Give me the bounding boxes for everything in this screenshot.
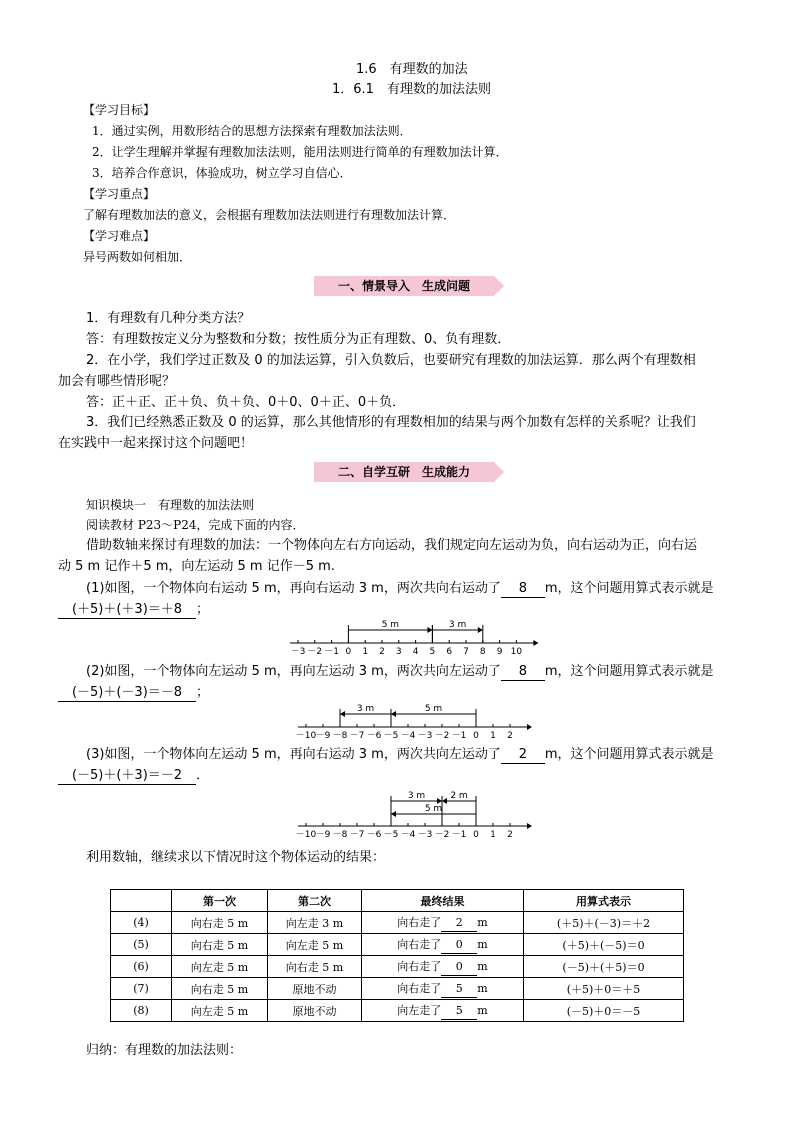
- result-unit: m: [477, 937, 488, 951]
- table-row: [111, 934, 684, 956]
- tick-label: 2: [507, 731, 513, 741]
- segment-label: 3 m: [448, 620, 467, 630]
- row-id: (4): [111, 912, 172, 934]
- tick-label: －6: [366, 731, 382, 741]
- row-id: (7): [111, 978, 172, 1000]
- question-1-expression: [58, 600, 209, 620]
- arrow-head: [527, 823, 532, 829]
- result-label: 向右走了: [397, 937, 442, 951]
- result-label: 向右走了: [397, 915, 442, 929]
- row-id: (8): [111, 1000, 172, 1022]
- number-line-3: [292, 788, 542, 838]
- paragraph-line: 2．在小学，我们学过正数及 0 的加法运算，引入负数后，也要研究有理数的加法运算．那么两个有理数相: [86, 353, 696, 368]
- segment-label: 5 m: [424, 704, 443, 714]
- tick-label: －7: [349, 731, 365, 741]
- tick-label: －3: [417, 731, 433, 741]
- module-title: 知识模块一 有理数的加法法则: [86, 498, 255, 512]
- result-unit: m: [477, 981, 488, 995]
- paragraph-line: 3．我们已经熟悉正数及 0 的运算，那么其他情形的有理数相加的结果与两个加数有怎样的关系呢？让我们: [86, 415, 696, 430]
- section-banner-label: 二、自学互研 生成能力: [337, 465, 470, 479]
- result-unit: m: [477, 1003, 488, 1017]
- segment-label: 5 m: [424, 804, 443, 814]
- question-text: m，这个问题用算式表示就是: [544, 664, 714, 679]
- paragraph-line: 动 5 m 记作＋5 m，向左运动 5 m 记作－5 m.: [58, 559, 335, 574]
- expression: (＋5)＋(－3)＝＋2: [524, 912, 684, 934]
- tick-label: －10: [295, 830, 317, 838]
- section-banner-label: 一、情景导入 生成问题: [337, 279, 470, 293]
- arrow-head: [527, 724, 532, 730]
- table-header: 第二次: [268, 890, 362, 912]
- result-value: 0: [441, 959, 477, 976]
- tick-label: 1: [490, 830, 496, 838]
- tick-label: －2: [434, 731, 450, 741]
- paragraph-line: 加会有哪些情形呢？: [58, 374, 176, 389]
- arrow-head: [427, 627, 432, 633]
- first-move: 向右走 5 m: [172, 912, 268, 934]
- second-move: 原地不动: [268, 1000, 362, 1022]
- tick-label: －5: [383, 830, 399, 838]
- tick-label: －8: [332, 731, 348, 741]
- question-text: (1)如图，一个物体向右运动 5 m，再向右运动 3 m，两次共向右运动了: [86, 581, 501, 596]
- result-label: 向右走了: [397, 981, 442, 995]
- arrow-head: [391, 811, 396, 817]
- result-label: 向右走了: [397, 959, 442, 973]
- table-row: [111, 1000, 684, 1022]
- punctuation: ．: [196, 768, 210, 783]
- answer-blank: 8: [501, 581, 545, 598]
- row-id: (6): [111, 956, 172, 978]
- number-line-1: [284, 616, 544, 661]
- result-label: 向左走了: [397, 1003, 442, 1017]
- expression: (＋5)＋(－5)＝0: [524, 934, 684, 956]
- answer-blank: 2: [501, 747, 545, 764]
- final-result: [362, 956, 524, 978]
- tick-label: －2: [434, 830, 450, 838]
- reading-instruction: 阅读教材 P23～P24，完成下面的内容．: [86, 518, 305, 532]
- goal-item: 1．通过实例，用数形结合的思想方法探索有理数加法法则．: [92, 124, 412, 138]
- result-value: 0: [441, 937, 477, 954]
- tick-label: 1: [362, 647, 369, 657]
- question-2: [86, 662, 714, 682]
- key-points-heading: 【学习重点】: [83, 187, 156, 201]
- table-row: [111, 956, 684, 978]
- tick-label: 5: [429, 647, 436, 657]
- tick-label: －5: [383, 731, 399, 741]
- punctuation: ；: [196, 685, 210, 700]
- answer-expression: (－5)＋(＋3)＝－2: [58, 768, 196, 785]
- result-value: 5: [441, 981, 477, 998]
- arrow-head: [391, 711, 396, 717]
- tick-label: －9: [315, 731, 331, 741]
- first-move: 向右走 5 m: [172, 934, 268, 956]
- second-move: 原地不动: [268, 978, 362, 1000]
- results-table: [110, 889, 684, 1022]
- question-text: m，这个问题用算式表示就是: [544, 747, 714, 762]
- table-header: 最终结果: [362, 890, 524, 912]
- paragraph-line: 答：正＋正、正＋负、负＋负、0＋0、0＋正、0＋负．: [86, 395, 406, 410]
- arrow-head: [533, 640, 538, 646]
- goals-heading: 【学习目标】: [83, 103, 156, 117]
- tick-label: 3: [395, 647, 402, 657]
- table-header-row: [111, 890, 684, 912]
- question-text: (3)如图，一个物体向左运动 5 m，再向右运动 3 m，两次共向左运动了: [86, 747, 501, 762]
- tick-label: 0: [473, 830, 479, 838]
- table-header: 用算式表示: [524, 890, 684, 912]
- tick-label: 0: [473, 731, 479, 741]
- expression: (＋5)＋0＝＋5: [524, 978, 684, 1000]
- difficulty-text: 异号两数如何相加．: [83, 250, 192, 264]
- second-move: 向左走 3 m: [268, 912, 362, 934]
- paragraph-line: 答：有理数按定义分为整数和分数；按性质分为正有理数、0、负有理数．: [86, 332, 511, 347]
- second-move: 向左走 5 m: [268, 934, 362, 956]
- tick-label: 2: [507, 830, 513, 838]
- tick-label: 2: [379, 647, 385, 657]
- final-result: [362, 1000, 524, 1022]
- question-text: (2)如图，一个物体向左运动 5 m，再向左运动 3 m，两次共向左运动了: [86, 664, 501, 679]
- paragraph-line: 借助数轴来探讨有理数的加法：一个物体向左右方向运动，我们规定向左运动为负，向右运动为正，向右运: [86, 538, 698, 553]
- summary-prompt: 归纳：有理数的加法法则：: [86, 1043, 243, 1058]
- tick-label: －3: [290, 647, 306, 657]
- first-move: 向左走 5 m: [172, 956, 268, 978]
- tick-label: －1: [451, 731, 467, 741]
- paragraph-line: 1．有理数有几种分类方法？: [86, 311, 251, 326]
- second-move: 向右走 5 m: [268, 956, 362, 978]
- result-value: 5: [441, 1003, 477, 1020]
- result-unit: m: [477, 915, 488, 929]
- answer-expression: (－5)＋(－3)＝－8: [58, 685, 196, 702]
- row-id: (5): [111, 934, 172, 956]
- tick-label: －7: [349, 830, 365, 838]
- page-subtitle: 1．6.1 有理数的加法法则: [332, 82, 491, 97]
- tick-label: －1: [451, 830, 467, 838]
- segment-label: 2 m: [450, 791, 468, 801]
- tick-label: －2: [307, 647, 323, 657]
- tick-label: －9: [315, 830, 331, 838]
- first-move: 向左走 5 m: [172, 1000, 268, 1022]
- tick-label: 8: [479, 647, 486, 657]
- goal-item: 3．培养合作意识，体验成功，树立学习自信心．: [92, 166, 352, 180]
- answer-expression: (＋5)＋(＋3)＝＋8: [58, 602, 196, 619]
- question-2-expression: [58, 683, 209, 703]
- difficulty-heading: 【学习难点】: [83, 229, 156, 243]
- key-points-text: 了解有理数加法的意义，会根据有理数加法法则进行有理数加法计算．: [83, 208, 456, 222]
- question-1: [86, 579, 714, 599]
- answer-blank: 8: [501, 664, 545, 681]
- first-move: 向右走 5 m: [172, 978, 268, 1000]
- result-unit: m: [477, 959, 488, 973]
- arrow-head: [340, 711, 345, 717]
- segment-label: 3 m: [356, 704, 375, 714]
- goal-item: 2．让学生理解并掌握有理数加法法则，能用法则进行简单的有理数加法计算．: [92, 145, 508, 159]
- tick-label: －4: [400, 731, 416, 741]
- tick-label: －6: [366, 830, 382, 838]
- tick-label: －8: [332, 830, 348, 838]
- table-row: [111, 978, 684, 1000]
- tick-label: 0: [345, 647, 352, 657]
- tick-label: 1: [490, 731, 496, 741]
- page-title: 1.6 有理数的加法: [356, 62, 468, 77]
- tick-label: 10: [510, 647, 523, 657]
- number-line-2: [292, 700, 542, 745]
- arrow-head: [478, 627, 483, 633]
- result-value: 2: [441, 915, 477, 932]
- question-3: [86, 745, 714, 765]
- tick-label: －10: [295, 731, 317, 741]
- arrow-head: [442, 798, 447, 804]
- table-row: [111, 912, 684, 934]
- tick-label: 6: [446, 647, 453, 657]
- paragraph-line: 在实践中一起来探讨这个问题吧！: [58, 436, 254, 451]
- final-result: [362, 912, 524, 934]
- tick-label: 7: [463, 647, 469, 657]
- expression: (－5)＋(＋5)＝0: [524, 956, 684, 978]
- tick-label: －3: [417, 830, 433, 838]
- table-header: [111, 890, 172, 912]
- tick-label: 4: [412, 647, 419, 657]
- question-text: m，这个问题用算式表示就是: [544, 581, 714, 596]
- continue-instruction: 利用数轴，继续求以下情况时这个物体运动的结果：: [86, 850, 386, 865]
- tick-label: －4: [400, 830, 416, 838]
- final-result: [362, 934, 524, 956]
- tick-label: －1: [324, 647, 339, 657]
- punctuation: ；: [196, 602, 210, 617]
- segment-label: 3 m: [407, 791, 426, 801]
- table-header: 第一次: [172, 890, 268, 912]
- question-3-expression: [58, 766, 209, 786]
- final-result: [362, 978, 524, 1000]
- segment-label: 5 m: [381, 620, 400, 630]
- expression: (－5)＋0＝－5: [524, 1000, 684, 1022]
- tick-label: 9: [496, 647, 503, 657]
